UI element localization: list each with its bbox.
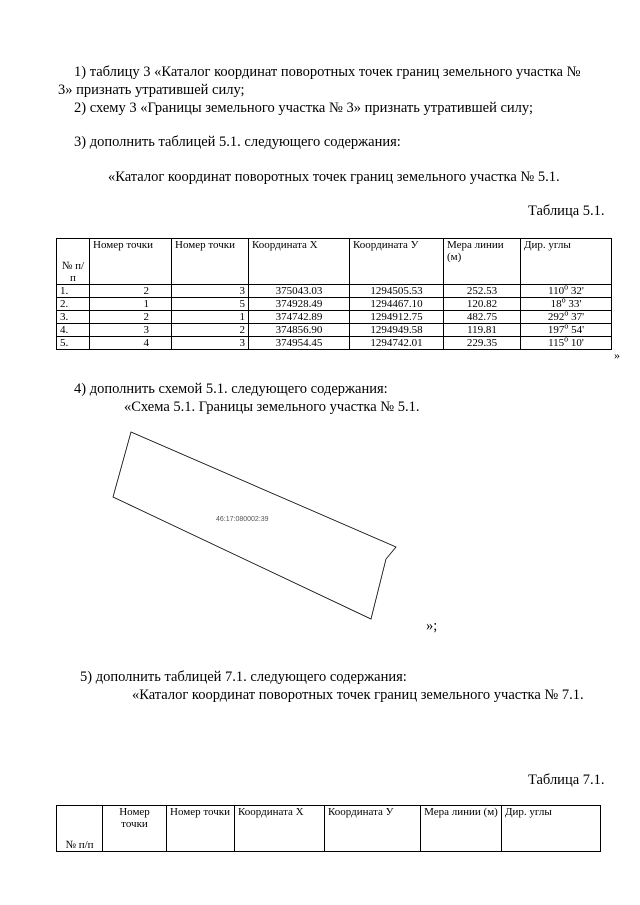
row-length: 252.53 xyxy=(444,285,521,298)
catalog71-title: «Каталог координат поворотных точек границ земельного участка № 7.1. xyxy=(132,687,584,703)
table71-header-y: Координата У xyxy=(325,806,421,852)
row-point2: 2 xyxy=(172,324,249,337)
table71-header-point1: Номер точки xyxy=(103,806,167,852)
scheme51-closing: »; xyxy=(426,618,438,634)
degree-mark: o xyxy=(561,295,566,305)
table51-header-point2: Номер точки xyxy=(172,239,249,285)
table51-header-angle: Дир. углы xyxy=(521,239,612,285)
row-x: 374742.89 xyxy=(249,311,350,324)
row-length: 229.35 xyxy=(444,337,521,350)
row-y: 1294949.58 xyxy=(350,324,444,337)
table51-closing-quote: » xyxy=(614,348,620,362)
row-angle-min: 33' xyxy=(568,298,582,310)
item5-text: 5) дополнить таблицей 7.1. следующего содержания: xyxy=(80,669,407,685)
catalog51-title: «Каталог координат поворотных точек границ земельного участка № 5.1. xyxy=(108,169,560,185)
row-num: 5. xyxy=(57,337,90,350)
table51-header-y: Координата У xyxy=(350,239,444,285)
table71-header-length: Мера линии (м) xyxy=(421,806,502,852)
table71-header-num: № п/п xyxy=(57,806,103,852)
row-angle-deg: 197 xyxy=(547,324,565,336)
table71-header-x: Координата Х xyxy=(235,806,325,852)
table71-header-row xyxy=(57,806,601,852)
row-num: 1. xyxy=(57,285,90,298)
row-x: 374954.45 xyxy=(249,337,350,350)
degree-mark: o xyxy=(564,282,569,292)
row-y: 1294505.53 xyxy=(350,285,444,298)
degree-mark: o xyxy=(564,334,569,344)
item4-text: 4) дополнить схемой 5.1. следующего содержания: xyxy=(74,381,388,397)
table71-header-angle: Дир. углы xyxy=(502,806,601,852)
table51-header-point1: Номер точки xyxy=(90,239,172,285)
item2-text: 2) схему 3 «Границы земельного участка № 3» признать утратившей силу; xyxy=(74,100,533,116)
row-num: 4. xyxy=(57,324,90,337)
row-angle-min: 54' xyxy=(571,324,585,336)
row-num: 2. xyxy=(57,298,90,311)
row-angle-deg: 18 xyxy=(550,298,562,310)
row-point1: 3 xyxy=(90,324,172,337)
row-angle-deg: 292 xyxy=(547,311,565,323)
table71-label: Таблица 7.1. xyxy=(528,772,605,788)
row-point1: 4 xyxy=(90,337,172,350)
table71-header-point2: Номер точки xyxy=(167,806,235,852)
row-point2: 5 xyxy=(172,298,249,311)
table51-header-num-text: № п/п xyxy=(61,260,85,284)
row-length: 482.75 xyxy=(444,311,521,324)
item3-text: 3) дополнить таблицей 5.1. следующего содержания: xyxy=(74,134,401,150)
row-angle-deg: 115 xyxy=(548,337,565,349)
row-y: 1294912.75 xyxy=(350,311,444,324)
parcel-boundary xyxy=(113,432,396,619)
row-point1: 2 xyxy=(90,311,172,324)
row-point2: 3 xyxy=(172,337,249,350)
degree-mark: o xyxy=(564,308,569,318)
row-point1: 2 xyxy=(90,285,172,298)
row-x: 374856.90 xyxy=(249,324,350,337)
row-point2: 1 xyxy=(172,311,249,324)
row-angle-min: 10' xyxy=(570,337,584,349)
item1-line1: 1) таблицу 3 «Каталог координат поворотных точек границ земельного участка № xyxy=(74,64,581,80)
table71 xyxy=(56,805,601,852)
row-angle-deg: 110 xyxy=(548,285,565,297)
scheme51-title: «Схема 5.1. Границы земельного участка № 5.1. xyxy=(124,399,420,415)
row-length: 119.81 xyxy=(444,324,521,337)
row-length: 120.82 xyxy=(444,298,521,311)
degree-mark: o xyxy=(564,321,569,331)
row-point2: 3 xyxy=(172,285,249,298)
item1-line2: 3» признать утратившей силу; xyxy=(58,82,245,98)
table51-header-length: Мера линии (м) xyxy=(444,239,521,285)
row-angle-min: 37' xyxy=(571,311,585,323)
row-x: 374928.49 xyxy=(249,298,350,311)
row-angle-min: 32' xyxy=(570,285,584,297)
row-num: 3. xyxy=(57,311,90,324)
parcel-cadastral-label: 46:17:080002:39 xyxy=(216,516,269,523)
row-y: 1294467.10 xyxy=(350,298,444,311)
row-x: 375043.03 xyxy=(249,285,350,298)
row-y: 1294742.01 xyxy=(350,337,444,350)
table51-header-x: Координата Х xyxy=(249,239,350,285)
table51-label: Таблица 5.1. xyxy=(528,203,605,219)
row-point1: 1 xyxy=(90,298,172,311)
